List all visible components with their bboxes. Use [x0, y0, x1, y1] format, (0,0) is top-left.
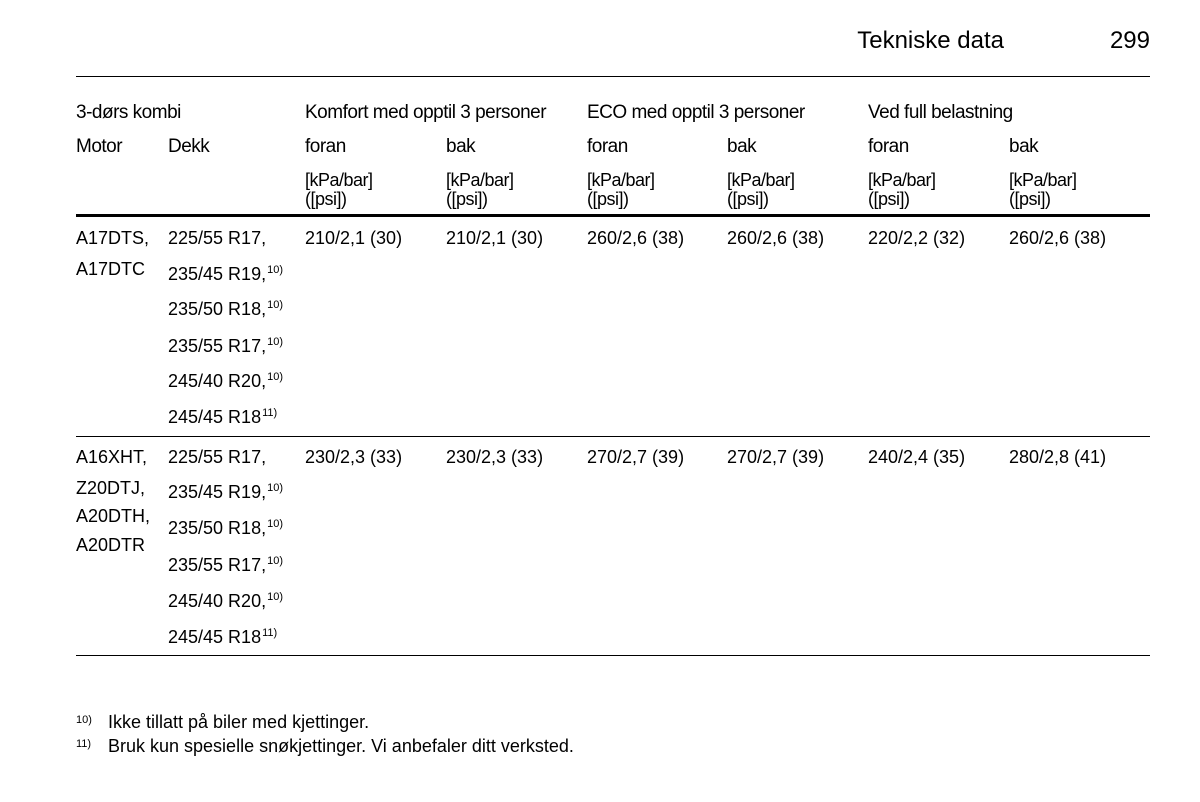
footnote: [76, 712, 369, 733]
tyre-size: 235/55 R17,$^{10)}$: [168, 555, 283, 575]
group-heading-comfort: Komfort med opptil 3 personer: [305, 102, 547, 123]
tyre-column-heading: Dekk: [168, 136, 210, 157]
position-heading: foran: [305, 136, 346, 157]
tyre-size: 245/45 R18$^{11)}$: [168, 407, 278, 427]
position-heading: bak: [446, 136, 476, 157]
unit-heading: [kPa/bar] ([psi]): [727, 170, 795, 209]
position-heading: foran: [587, 136, 628, 157]
pressure-value: 210/2,1 (30): [305, 228, 403, 248]
pressure-value: 270/2,7 (39): [587, 447, 685, 467]
vehicle-type-heading: 3-dørs kombi: [76, 102, 181, 123]
pressure-value: 210/2,1 (30): [446, 228, 544, 248]
row-divider: [76, 436, 1150, 437]
tyre-size: 225/55 R17,: [168, 228, 267, 248]
table-bottom-rule: [76, 655, 1150, 656]
tyre-size: 235/50 R18,$^{10)}$: [168, 518, 283, 538]
pressure-value: 270/2,7 (39): [727, 447, 825, 467]
pressure-value: 280/2,8 (41): [1009, 447, 1107, 467]
unit-heading: [kPa/bar] ([psi]): [587, 170, 655, 209]
tyre-size: 235/45 R19,$^{10)}$: [168, 482, 283, 502]
pressure-value: 230/2,3 (33): [305, 447, 403, 467]
pressure-value: 220/2,2 (32): [868, 228, 966, 248]
motor-column-heading: Motor: [76, 136, 123, 157]
unit-heading: [kPa/bar] ([psi]): [868, 170, 936, 209]
position-heading: foran: [868, 136, 909, 157]
tyre-size: 235/55 R17,$^{10)}$: [168, 336, 283, 356]
page-header: [76, 22, 1150, 77]
page-number: 299: [1109, 27, 1150, 54]
tyre-size: 245/40 R20,$^{10)}$: [168, 371, 283, 391]
footnote-mark: 10): [76, 714, 92, 726]
pressure-value: 240/2,4 (35): [868, 447, 966, 467]
tyre-size: 225/55 R17,: [168, 447, 267, 467]
pressure-value: 260/2,6 (38): [1009, 228, 1107, 248]
footnote-mark: 11): [76, 738, 92, 750]
unit-heading: [kPa/bar] ([psi]): [446, 170, 514, 209]
group-heading-full-load: Ved full belastning: [868, 102, 1013, 123]
motor-code: A20DTR: [76, 535, 146, 555]
position-heading: bak: [1009, 136, 1039, 157]
tyre-size: 245/45 R18$^{11)}$: [168, 627, 278, 647]
position-heading: bak: [727, 136, 757, 157]
footnote: [76, 736, 574, 757]
footnote-text: Ikke tillatt på biler med kjettinger.: [108, 712, 370, 732]
unit-heading: [kPa/bar] ([psi]): [1009, 170, 1077, 209]
tyre-size: 235/45 R19,$^{10)}$: [168, 264, 283, 284]
group-heading-eco: ECO med opptil 3 personer: [587, 102, 805, 123]
pressure-value: 230/2,3 (33): [446, 447, 544, 467]
motor-code: A20DTH,: [76, 506, 151, 526]
motor-code: A17DTC: [76, 259, 146, 279]
tyre-size: 235/50 R18,$^{10)}$: [168, 299, 283, 319]
pressure-value: 260/2,6 (38): [727, 228, 825, 248]
pressure-value: 260/2,6 (38): [587, 228, 685, 248]
section-title: Tekniske data: [857, 27, 1004, 54]
header-rule: [76, 214, 1150, 217]
unit-heading: [kPa/bar] ([psi]): [305, 170, 373, 209]
tyre-size: 245/40 R20,$^{10)}$: [168, 591, 283, 611]
motor-code: A17DTS,: [76, 228, 150, 248]
motor-code: Z20DTJ,: [76, 478, 146, 498]
footnote-text: Bruk kun spesielle snøkjettinger. Vi anbefaler ditt verksted.: [108, 736, 574, 756]
motor-code: A16XHT,: [76, 447, 148, 467]
